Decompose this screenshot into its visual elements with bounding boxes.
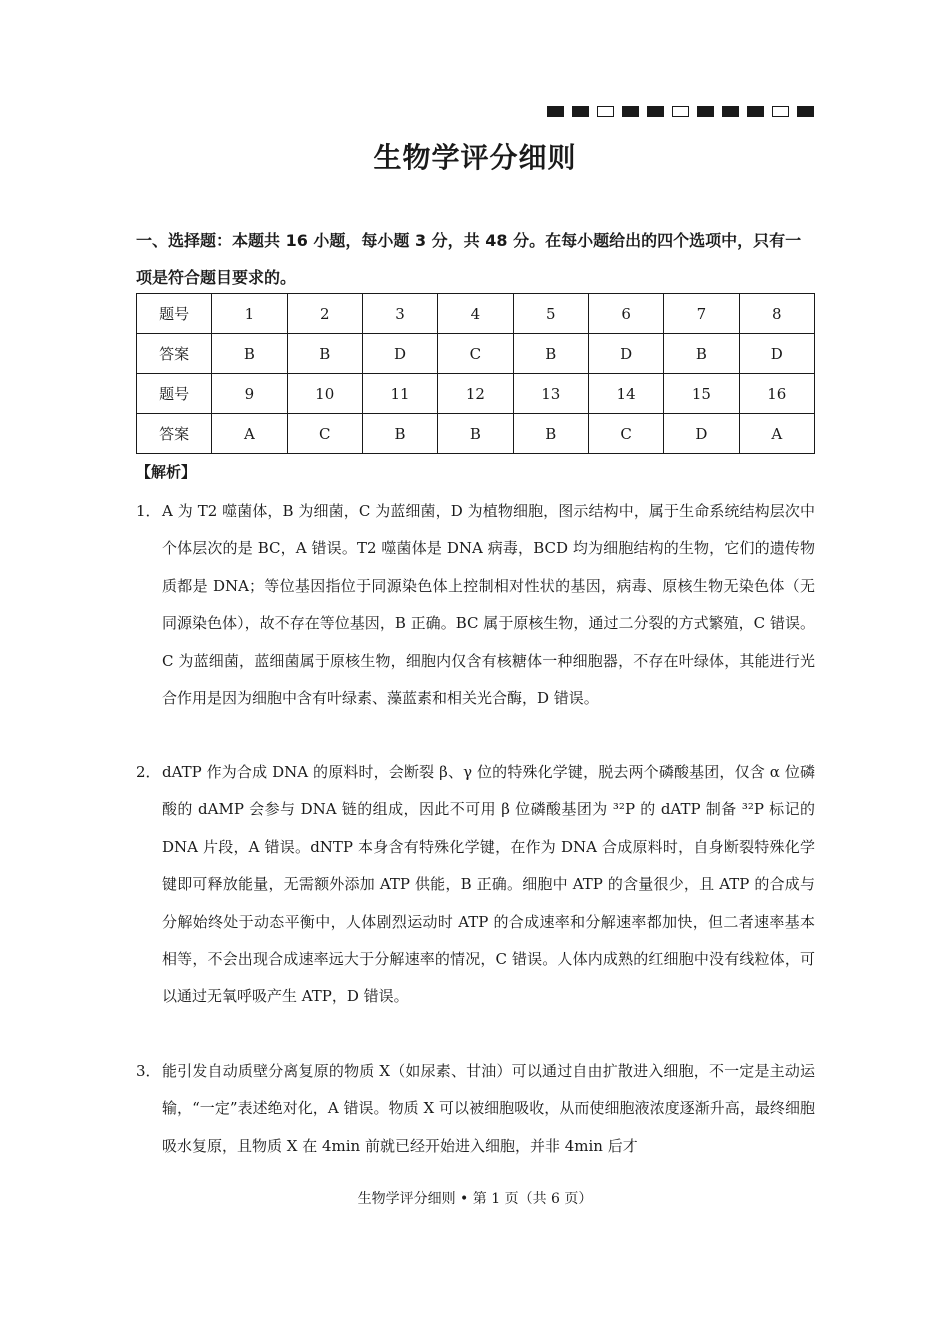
- table-cell: B: [664, 334, 739, 374]
- table-cell: 7: [664, 294, 739, 334]
- item-text: A 为 T2 噬菌体，B 为细菌，C 为蓝细菌，D 为植物细胞，图示结构中，属于生命系统结构层次中个体层次的是 BC，A 错误。T2 噬菌体是 DNA 病毒，BCD 均为细胞结构的生物，它们的遗传物质都是 DNA；等位基因指位于同源染色体上控制相对性状的基因，病毒、原核生物无染色体（无同源染色体），故不存在等位基因，B 正确。BC 属于原核生物，通过二分裂的方式繁殖，C 错误。C 为蓝细菌，蓝细菌属于原核生物，细胞内仅含有核糖体一种细胞器，不存在叶绿体，其能进行光合作用是因为细胞中含有叶绿素、藻蓝素和相关光合酶，D 错误。: [162, 502, 815, 708]
- table-row: [137, 294, 815, 334]
- table-cell: 3: [362, 294, 437, 334]
- row-header-cell: 答案: [137, 334, 212, 374]
- table-cell: B: [438, 414, 513, 454]
- table-row: [137, 334, 815, 374]
- row-header-cell: 题号: [137, 374, 212, 414]
- header-mark: [697, 106, 714, 117]
- table-cell: B: [513, 414, 588, 454]
- table-cell: 1: [212, 294, 287, 334]
- table-row: [137, 374, 815, 414]
- explanation-item-1: [136, 493, 815, 717]
- header-mark: [797, 106, 814, 117]
- page-footer: 生物学评分细则 • 第 1 页（共 6 页）: [357, 1191, 593, 1207]
- table-row: [137, 414, 815, 454]
- header-mark: [547, 106, 564, 117]
- item-number: 1．: [136, 502, 161, 520]
- table-cell: 15: [664, 374, 739, 414]
- table-cell: 13: [513, 374, 588, 414]
- header-marks: [547, 106, 814, 117]
- table-cell: 5: [513, 294, 588, 334]
- table-cell: C: [438, 334, 513, 374]
- table-cell: D: [588, 334, 663, 374]
- table-cell: 10: [287, 374, 362, 414]
- table-cell: 11: [362, 374, 437, 414]
- table-cell: 6: [588, 294, 663, 334]
- page-title: 生物学评分细则: [373, 141, 577, 174]
- table-cell: 4: [438, 294, 513, 334]
- item-text: 能引发自动质壁分离复原的物质 X（如尿素、甘油）可以通过自由扩散进入细胞，不一定是主动运输，“一定”表述绝对化，A 错误。物质 X 可以被细胞吸收，从而使细胞液浓度逐渐升高，最终细胞吸水复原，且物质 X 在 4min 前就已经开始进入细胞，并非 4min 后才: [162, 1062, 815, 1155]
- table-cell: D: [362, 334, 437, 374]
- row-header-cell: 题号: [137, 294, 212, 334]
- header-mark: [747, 106, 764, 117]
- answer-table: [136, 293, 815, 454]
- header-mark: [647, 106, 664, 117]
- header-mark: [622, 106, 639, 117]
- table-cell: 16: [739, 374, 814, 414]
- table-cell: 12: [438, 374, 513, 414]
- analysis-label: 【解析】: [136, 463, 197, 481]
- table-cell: 8: [739, 294, 814, 334]
- table-cell: B: [362, 414, 437, 454]
- header-mark: [772, 106, 789, 117]
- table-cell: C: [588, 414, 663, 454]
- explanation-item-2: [136, 754, 815, 1016]
- explanation-item-3: [136, 1053, 815, 1165]
- header-mark: [572, 106, 589, 117]
- row-header-cell: 答案: [137, 414, 212, 454]
- table-cell: D: [739, 334, 814, 374]
- section-heading: 一、选择题：本题共 16 小题，每小题 3 分，共 48 分。在每小题给出的四个选项中，只有一项是符合题目要求的。: [136, 231, 802, 287]
- table-cell: D: [664, 414, 739, 454]
- header-mark: [722, 106, 739, 117]
- table-cell: A: [739, 414, 814, 454]
- item-text: dATP 作为合成 DNA 的原料时，会断裂 β、γ 位的特殊化学键，脱去两个磷酸基团，仅含 α 位磷酸的 dAMP 会参与 DNA 链的组成，因此不可用 β 位磷酸基团为 ³²P 的 dATP 制备 ³²P 标记的 DNA 片段，A 错误。dNTP 本身含有特殊化学键，在作为 DNA 合成原料时，自身断裂特殊化学键即可释放能量，无需额外添加 ATP 供能，B 正确。细胞中 ATP 的含量很少，且 ATP 的合成与分解始终处于动态平衡中，人体剧烈运动时 ATP 的合成速率和分解速率都加快，但二者速率基本相等，不会出现合成速率远大于分解速率的情况，C 错误。人体内成熟的红细胞中没有线粒体，可以通过无氧呼吸产生 ATP，D 错误。: [162, 763, 815, 1006]
- item-number: 3．: [136, 1062, 161, 1080]
- table-cell: 2: [287, 294, 362, 334]
- table-cell: B: [287, 334, 362, 374]
- table-cell: C: [287, 414, 362, 454]
- table-cell: A: [212, 414, 287, 454]
- table-cell: B: [212, 334, 287, 374]
- header-mark: [597, 106, 614, 117]
- item-number: 2．: [136, 763, 161, 781]
- table-cell: 9: [212, 374, 287, 414]
- table-cell: B: [513, 334, 588, 374]
- header-mark: [672, 106, 689, 117]
- table-cell: 14: [588, 374, 663, 414]
